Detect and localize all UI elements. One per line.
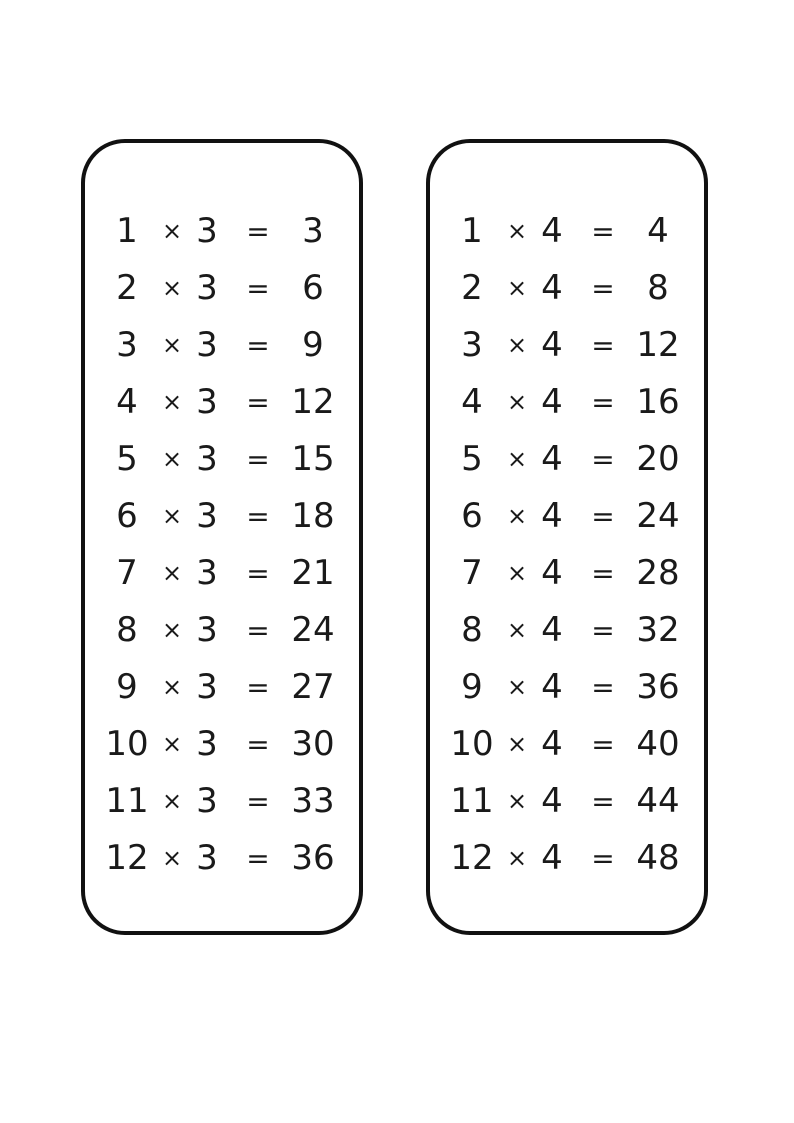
product: 21 [291, 553, 335, 593]
factor-right: 3 [196, 724, 218, 764]
product: 20 [636, 439, 680, 479]
factor-left: 1 [116, 211, 138, 251]
factor-right: 4 [541, 439, 563, 479]
equals-sign: = [246, 671, 270, 704]
table-row [85, 488, 359, 545]
product: 44 [636, 781, 680, 821]
product: 9 [302, 325, 324, 365]
factor-right: 3 [196, 268, 218, 308]
table-row [85, 830, 359, 887]
factor-left: 4 [116, 382, 138, 422]
equals-sign: = [591, 728, 615, 761]
factor-left: 3 [116, 325, 138, 365]
table-row [430, 773, 704, 830]
times-sign: × [161, 502, 183, 530]
product: 24 [291, 610, 335, 650]
factor-left: 12 [105, 838, 149, 878]
factor-left: 12 [450, 838, 494, 878]
product: 16 [636, 382, 680, 422]
product: 48 [636, 838, 680, 878]
times-sign: × [506, 217, 528, 245]
equals-sign: = [246, 785, 270, 818]
table-row [430, 203, 704, 260]
factor-left: 9 [116, 667, 138, 707]
table-row [430, 716, 704, 773]
table-row [85, 260, 359, 317]
factor-left: 3 [461, 325, 483, 365]
factor-right: 3 [196, 211, 218, 251]
times-sign: × [161, 217, 183, 245]
table-row [430, 602, 704, 659]
product: 18 [291, 496, 335, 536]
factor-right: 3 [196, 325, 218, 365]
product: 24 [636, 496, 680, 536]
times-table-rows [430, 203, 704, 887]
times-sign: × [506, 844, 528, 872]
table-row [85, 317, 359, 374]
product: 4 [647, 211, 669, 251]
equals-sign: = [591, 785, 615, 818]
times-sign: × [161, 559, 183, 587]
times-sign: × [161, 673, 183, 701]
equals-sign: = [246, 728, 270, 761]
factor-left: 6 [461, 496, 483, 536]
factor-left: 7 [116, 553, 138, 593]
product: 36 [636, 667, 680, 707]
product: 8 [647, 268, 669, 308]
product: 27 [291, 667, 335, 707]
equals-sign: = [246, 557, 270, 590]
factor-right: 3 [196, 439, 218, 479]
equals-sign: = [591, 272, 615, 305]
times-sign: × [161, 331, 183, 359]
product: 36 [291, 838, 335, 878]
factor-left: 4 [461, 382, 483, 422]
factor-left: 8 [116, 610, 138, 650]
product: 32 [636, 610, 680, 650]
factor-left: 11 [450, 781, 494, 821]
table-row [430, 545, 704, 602]
factor-right: 4 [541, 382, 563, 422]
product: 30 [291, 724, 335, 764]
factor-left: 10 [105, 724, 149, 764]
product: 33 [291, 781, 335, 821]
equals-sign: = [591, 614, 615, 647]
equals-sign: = [591, 443, 615, 476]
factor-right: 4 [541, 325, 563, 365]
factor-left: 8 [461, 610, 483, 650]
times-sign: × [506, 388, 528, 416]
equals-sign: = [591, 386, 615, 419]
table-row [430, 431, 704, 488]
times-sign: × [506, 445, 528, 473]
times-sign: × [506, 616, 528, 644]
table-row [85, 659, 359, 716]
factor-left: 10 [450, 724, 494, 764]
table-row [430, 317, 704, 374]
factor-right: 4 [541, 724, 563, 764]
equals-sign: = [591, 557, 615, 590]
factor-right: 3 [196, 781, 218, 821]
factor-left: 2 [461, 268, 483, 308]
times-sign: × [506, 730, 528, 758]
factor-right: 3 [196, 838, 218, 878]
factor-right: 3 [196, 610, 218, 650]
equals-sign: = [246, 386, 270, 419]
times-table-card-4 [426, 139, 708, 935]
factor-left: 5 [461, 439, 483, 479]
equals-sign: = [246, 614, 270, 647]
factor-left: 6 [116, 496, 138, 536]
times-sign: × [506, 502, 528, 530]
times-sign: × [506, 559, 528, 587]
table-row [85, 773, 359, 830]
times-sign: × [506, 787, 528, 815]
factor-left: 5 [116, 439, 138, 479]
equals-sign: = [591, 671, 615, 704]
table-row [85, 374, 359, 431]
table-row [430, 374, 704, 431]
equals-sign: = [246, 500, 270, 533]
equals-sign: = [591, 215, 615, 248]
product: 3 [302, 211, 324, 251]
factor-right: 4 [541, 496, 563, 536]
product: 40 [636, 724, 680, 764]
times-table-rows [85, 203, 359, 887]
factor-right: 3 [196, 496, 218, 536]
equals-sign: = [246, 329, 270, 362]
factor-left: 1 [461, 211, 483, 251]
times-sign: × [161, 388, 183, 416]
equals-sign: = [246, 842, 270, 875]
factor-right: 3 [196, 667, 218, 707]
factor-right: 3 [196, 553, 218, 593]
factor-right: 4 [541, 838, 563, 878]
product: 12 [291, 382, 335, 422]
equals-sign: = [591, 329, 615, 362]
factor-left: 7 [461, 553, 483, 593]
times-sign: × [161, 616, 183, 644]
factor-left: 9 [461, 667, 483, 707]
table-row [85, 716, 359, 773]
times-sign: × [506, 274, 528, 302]
factor-right: 4 [541, 211, 563, 251]
equals-sign: = [246, 272, 270, 305]
factor-right: 4 [541, 268, 563, 308]
factor-right: 3 [196, 382, 218, 422]
factor-right: 4 [541, 667, 563, 707]
equals-sign: = [246, 215, 270, 248]
table-row [85, 545, 359, 602]
factor-left: 2 [116, 268, 138, 308]
factor-left: 11 [105, 781, 149, 821]
table-row [85, 602, 359, 659]
product: 6 [302, 268, 324, 308]
times-sign: × [506, 331, 528, 359]
factor-right: 4 [541, 781, 563, 821]
table-row [85, 203, 359, 260]
product: 12 [636, 325, 680, 365]
table-row [430, 830, 704, 887]
table-row [85, 431, 359, 488]
product: 28 [636, 553, 680, 593]
equals-sign: = [591, 842, 615, 875]
table-row [430, 260, 704, 317]
equals-sign: = [246, 443, 270, 476]
product: 15 [291, 439, 335, 479]
times-sign: × [161, 787, 183, 815]
times-sign: × [161, 844, 183, 872]
table-row [430, 659, 704, 716]
factor-right: 4 [541, 610, 563, 650]
times-sign: × [161, 445, 183, 473]
times-sign: × [161, 730, 183, 758]
equals-sign: = [591, 500, 615, 533]
times-table-card-3 [81, 139, 363, 935]
factor-right: 4 [541, 553, 563, 593]
times-sign: × [506, 673, 528, 701]
table-row [430, 488, 704, 545]
times-sign: × [161, 274, 183, 302]
